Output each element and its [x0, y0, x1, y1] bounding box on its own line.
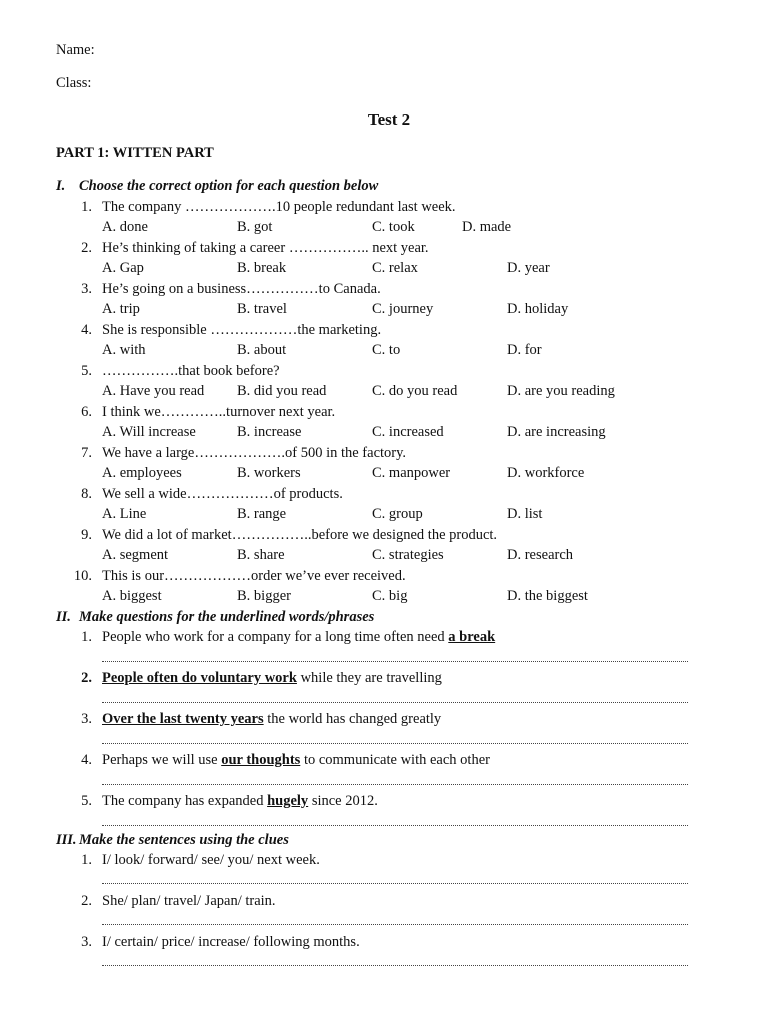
question-text: He’s going on a business……………to Canada.: [102, 281, 381, 297]
answer-option: B. share: [237, 547, 285, 563]
answer-option: A. Have you read: [102, 383, 205, 399]
answer-option: D. the biggest: [507, 588, 588, 604]
answer-option: A. biggest: [102, 588, 162, 604]
answer-option: C. manpower: [372, 465, 451, 481]
question-text: We sell a wide………………of products.: [102, 486, 343, 502]
underlined-phrase: hugely: [267, 793, 309, 809]
answer-option: A. segment: [102, 547, 169, 563]
question-text: We did a lot of market……………..before we designed the product.: [102, 527, 498, 543]
item-sentence: [102, 671, 442, 686]
question-text: This is our………………order we’ve ever received.: [102, 568, 406, 584]
item-number: 3.: [81, 934, 92, 950]
question-text: She is responsible ………………the marketing.: [102, 322, 382, 338]
item-number: 2.: [81, 670, 92, 686]
answer-option: B. about: [237, 342, 287, 358]
answer-option: C. group: [372, 506, 423, 522]
item-number: 1.: [81, 852, 92, 868]
section-2-numeral: II.: [56, 609, 71, 625]
question-text: …………….that book before?: [102, 363, 280, 379]
question-number: 7.: [81, 445, 92, 461]
answer-option: A. Line: [102, 506, 147, 522]
sentence-text: while they are travelling: [296, 670, 442, 686]
answer-option: C. increased: [372, 424, 444, 440]
sentence-text: Perhaps we will use: [102, 752, 222, 768]
answer-option: D. are you reading: [507, 383, 615, 399]
answer-option: C. journey: [372, 301, 434, 317]
answer-option: D. made: [462, 219, 512, 235]
question-number: 9.: [81, 527, 92, 543]
answer-option: A. with: [102, 342, 146, 358]
question-text: The company ……………….10 people redundant last week.: [102, 199, 456, 215]
answer-option: D. are increasing: [507, 424, 606, 440]
clue-text: She/ plan/ travel/ Japan/ train.: [102, 893, 276, 909]
question-number: 5.: [81, 363, 92, 379]
answer-option: C. relax: [372, 260, 418, 276]
item-number: 2.: [81, 893, 92, 909]
sentence-text: since 2012.: [308, 793, 378, 809]
section-3-title: Make the sentences using the clues: [79, 832, 289, 848]
item-number: 5.: [81, 793, 92, 809]
answer-option: C. big: [372, 588, 408, 604]
answer-option: D. for: [507, 342, 542, 358]
answer-option: C. strategies: [372, 547, 444, 563]
underlined-phrase: our thoughts: [221, 752, 301, 768]
answer-line[interactable]: [102, 965, 688, 966]
sentence-text: the world has changed greatly: [263, 711, 442, 727]
answer-option: A. trip: [102, 301, 140, 317]
test-title: Test 2: [367, 110, 411, 129]
answer-option: D. research: [507, 547, 574, 563]
answer-line[interactable]: [102, 883, 688, 884]
question-number: 3.: [81, 281, 92, 297]
question-number: 8.: [81, 486, 92, 502]
answer-line[interactable]: [102, 825, 688, 826]
underlined-phrase: People often do voluntary work: [102, 670, 297, 686]
answer-line[interactable]: [102, 743, 688, 744]
question-number: 4.: [81, 322, 92, 338]
answer-option: B. range: [237, 506, 287, 522]
answer-option: D. holiday: [507, 301, 569, 317]
part-title: PART 1: WITTEN PART: [56, 145, 214, 161]
clue-text: I/ look/ forward/ see/ you/ next week.: [102, 852, 320, 868]
answer-option: A. done: [102, 219, 148, 235]
section-2-title: Make questions for the underlined words/phrases: [79, 609, 375, 625]
answer-option: B. increase: [237, 424, 302, 440]
section-3-numeral: III.: [56, 832, 77, 848]
item-sentence: [102, 712, 441, 727]
answer-option: B. travel: [237, 301, 287, 317]
question-number: 6.: [81, 404, 92, 420]
question-number: 10.: [73, 568, 92, 584]
answer-option: C. took: [372, 219, 415, 235]
underlined-phrase: a break: [448, 629, 496, 645]
answer-option: A. Gap: [102, 260, 144, 276]
item-number: 3.: [81, 711, 92, 727]
answer-option: D. year: [507, 260, 550, 276]
answer-option: A. employees: [102, 465, 182, 481]
answer-line[interactable]: [102, 924, 688, 925]
answer-option: B. workers: [237, 465, 301, 481]
clue-text: I/ certain/ price/ increase/ following months.: [102, 934, 360, 950]
answer-option: B. got: [237, 219, 273, 235]
item-sentence: [102, 630, 495, 645]
name-label: Name:: [56, 42, 95, 58]
answer-option: B. break: [237, 260, 287, 276]
class-label: Class:: [56, 75, 92, 91]
answer-line[interactable]: [102, 702, 688, 703]
sentence-text: The company has expanded: [102, 793, 268, 809]
answer-option: A. Will increase: [102, 424, 196, 440]
answer-line[interactable]: [102, 784, 688, 785]
item-number: 1.: [81, 629, 92, 645]
question-number: 1.: [81, 199, 92, 215]
answer-option: C. to: [372, 342, 401, 358]
sentence-text: People who work for a company for a long time often need: [102, 629, 449, 645]
item-sentence: [102, 753, 490, 768]
answer-option: B. bigger: [237, 588, 291, 604]
answer-option: D. list: [507, 506, 543, 522]
sentence-text: to communicate with each other: [300, 752, 490, 768]
answer-option: B. did you read: [237, 383, 327, 399]
item-sentence: [102, 794, 378, 809]
item-number: 4.: [81, 752, 92, 768]
answer-option: D. workforce: [507, 465, 585, 481]
question-text: He’s thinking of taking a career …………….. next year.: [102, 240, 429, 256]
question-text: I think we…………..turnover next year.: [102, 404, 336, 420]
section-1-numeral: I.: [56, 178, 66, 194]
section-1-title: Choose the correct option for each question below: [79, 178, 379, 194]
question-text: We have a large……………….of 500 in the factory.: [102, 445, 407, 461]
answer-line[interactable]: [102, 661, 688, 662]
question-number: 2.: [81, 240, 92, 256]
answer-option: C. do you read: [372, 383, 458, 399]
underlined-phrase: Over the last twenty years: [102, 711, 264, 727]
